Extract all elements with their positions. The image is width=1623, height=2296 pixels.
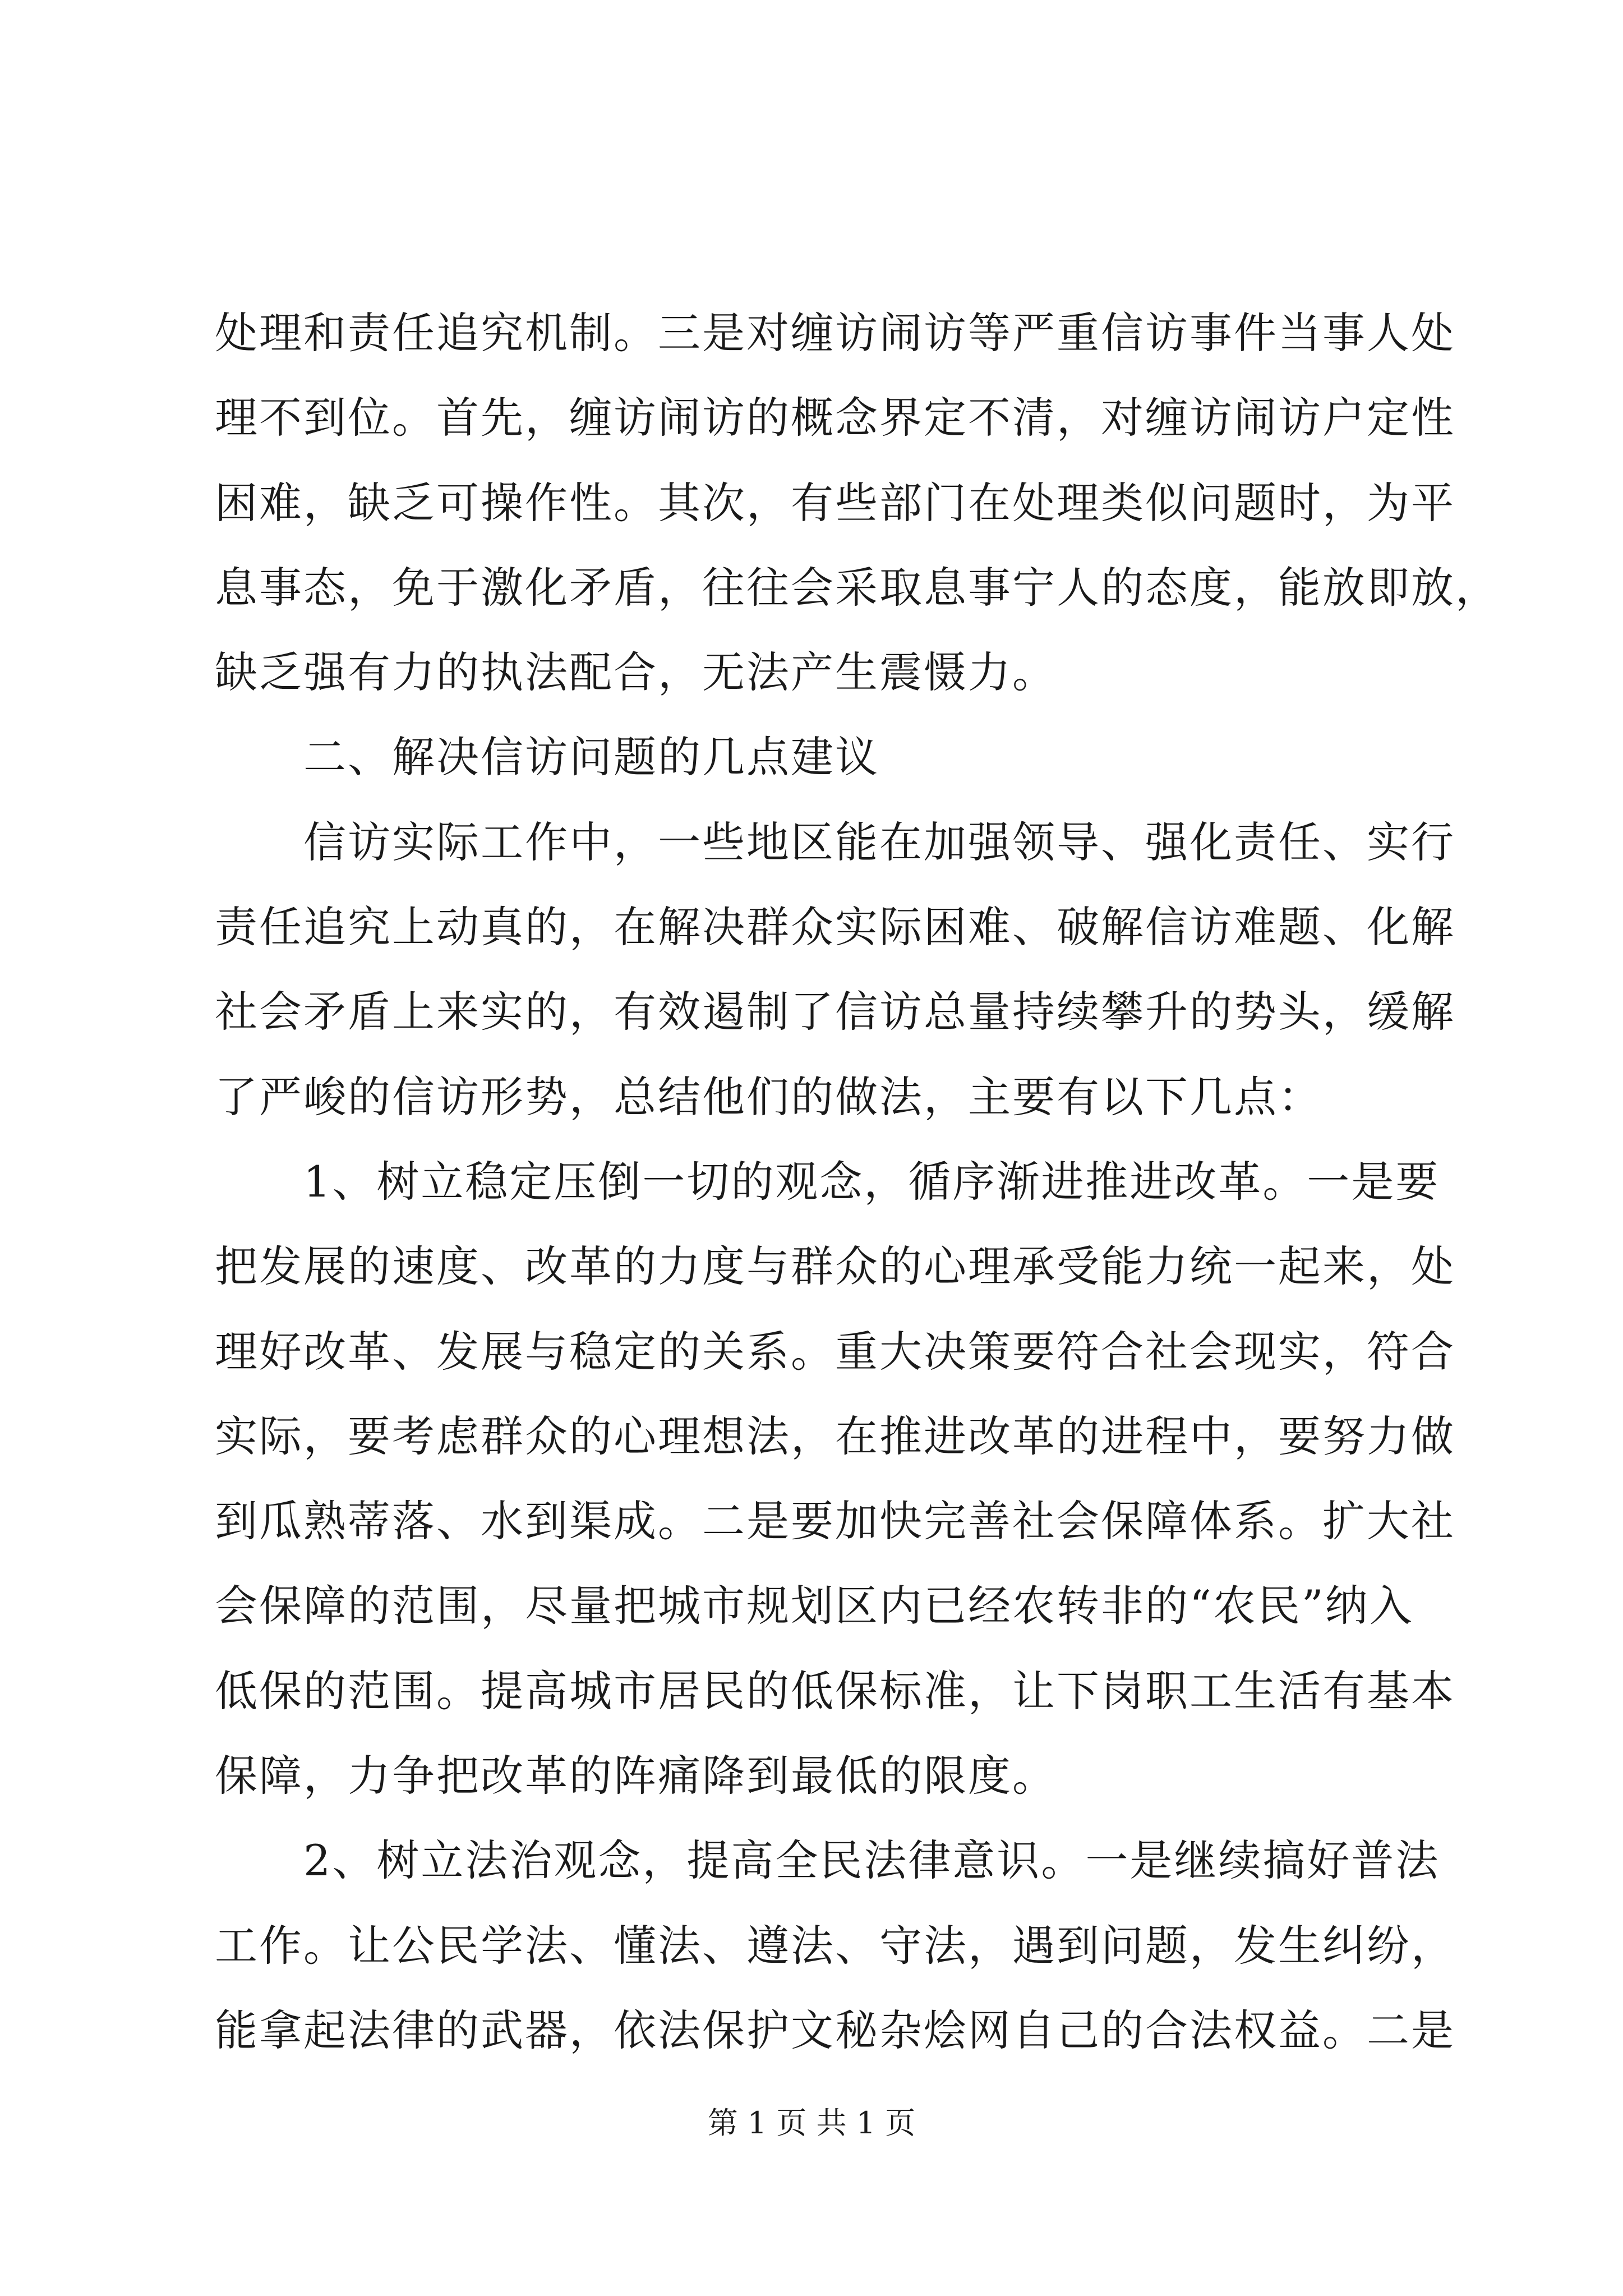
text-line: 到瓜熟蒂落、水到渠成。二是要加快完善社会保障体系。扩大社 <box>215 1496 1455 1547</box>
text-line: 责任追究上动真的，在解决群众实际困难、破解信访难题、化解 <box>215 902 1455 953</box>
section-heading: 二、解决信访问题的几点建议 <box>215 732 879 783</box>
text-line: 理不到位。首先，缠访闹访的概念界定不清，对缠访闹访户定性 <box>215 393 1455 443</box>
text-line: 实际，要考虑群众的心理想法，在推进改革的进程中，要努力做 <box>215 1411 1455 1461</box>
page-number: 第 1 页 共 1 页 <box>707 2105 916 2141</box>
text-line: 2、树立法治观念，提高全民法律意识。一是继续搞好普法 <box>215 1835 1440 1886</box>
text-line: 了严峻的信访形势，总结他们的做法，主要有以下几点： <box>215 1071 1322 1122</box>
text-line: 社会矛盾上来实的，有效遏制了信访总量持续攀升的势头，缓解 <box>215 987 1455 1037</box>
text-line: 信访实际工作中，一些地区能在加强领导、强化责任、实行 <box>215 817 1455 867</box>
text-line: 把发展的速度、改革的力度与群众的心理承受能力统一起来，处 <box>215 1241 1455 1292</box>
text-line: 能拿起法律的武器，依法保护文秘杂烩网自己的合法权益。二是 <box>215 2005 1455 2055</box>
text-line: 会保障的范围，尽量把城市规划区内已经农转非的“农民”纳入 <box>215 1581 1414 1631</box>
text-line: 低保的范围。提高城市居民的低保标准，让下岗职工生活有基本 <box>215 1665 1455 1716</box>
document-body <box>215 291 1500 2073</box>
text-line: 工作。让公民学法、懂法、遵法、守法，遇到问题，发生纠纷， <box>215 1920 1455 1971</box>
text-line: 困难，缺乏可操作性。其次，有些部门在处理类似问题时，为平 <box>215 477 1455 528</box>
page-footer <box>0 2104 1623 2143</box>
text-line: 保障，力争把改革的阵痛降到最低的限度。 <box>215 1751 1057 1801</box>
text-line: 息事态，免于激化矛盾，往往会采取息事宁人的态度，能放即放， <box>215 562 1500 613</box>
text-line: 处理和责任追究机制。三是对缠访闹访等严重信访事件当事人处 <box>215 308 1455 358</box>
text-line: 缺乏强有力的执法配合，无法产生震慑力。 <box>215 647 1057 698</box>
text-line: 1、树立稳定压倒一切的观念，循序渐进推进改革。一是要 <box>215 1156 1440 1207</box>
text-line: 理好改革、发展与稳定的关系。重大决策要符合社会现实，符合 <box>215 1326 1455 1377</box>
